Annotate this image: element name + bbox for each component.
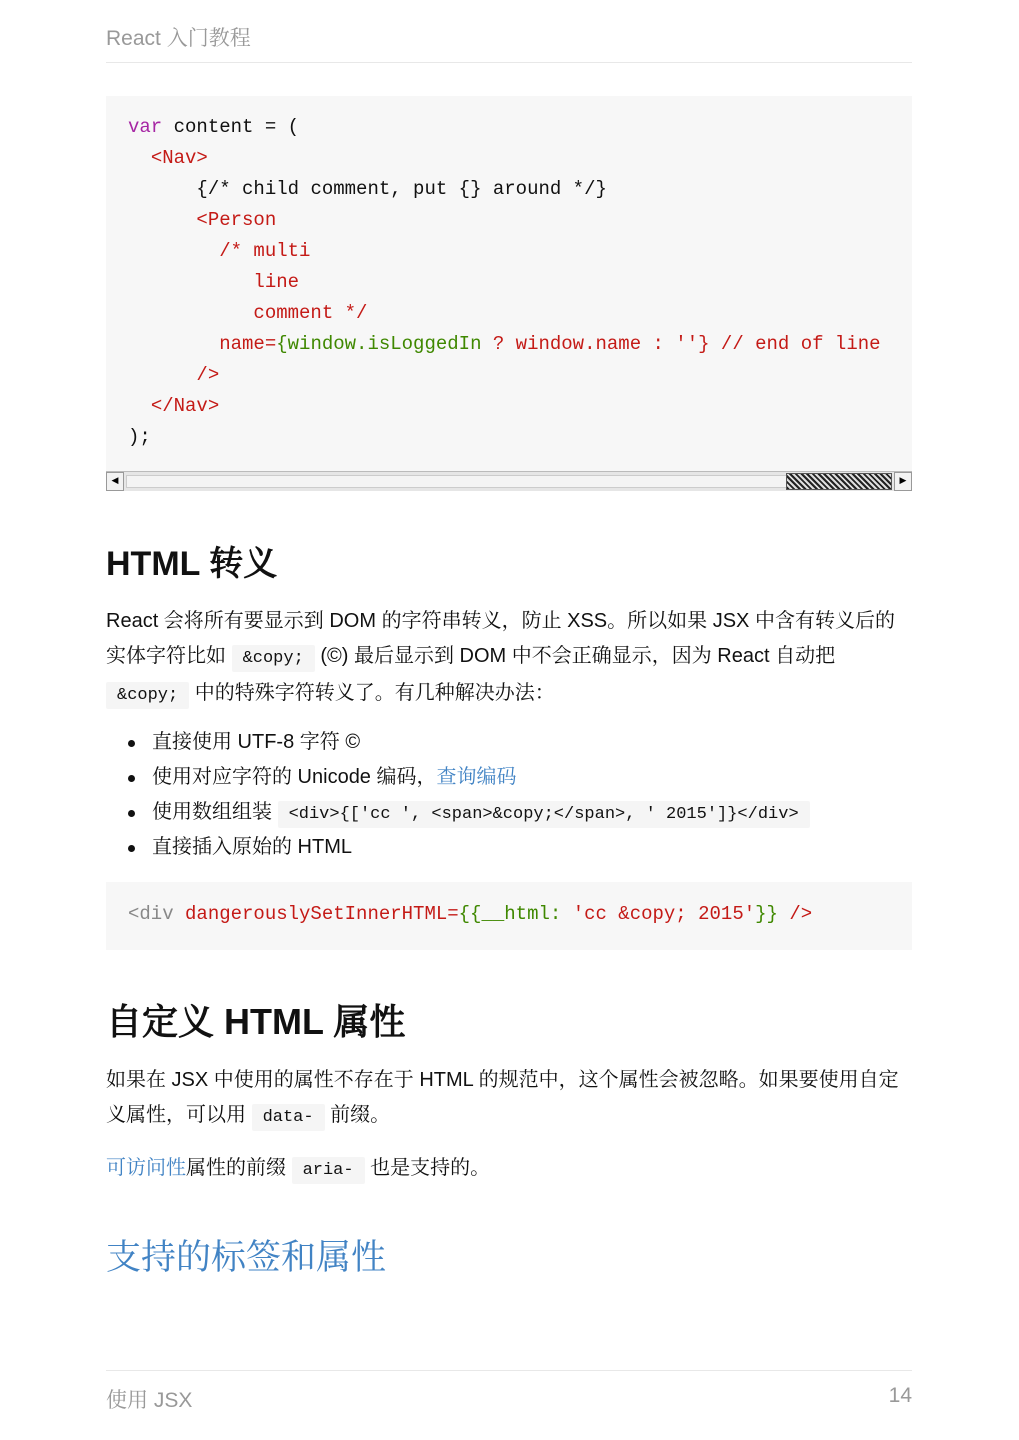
scrollbar-track[interactable] (126, 475, 892, 488)
code-lines (106, 96, 912, 453)
code-block-jsx-comments (106, 96, 912, 491)
page-number: 14 (888, 1384, 912, 1407)
code-line: var content = ( (128, 116, 300, 138)
code-line: ); (128, 426, 151, 448)
paragraph-aria: 可访问性属性的前缀 aria- 也是支持的。 (106, 1151, 912, 1189)
list-item: 使用对应字符的 Unicode 编码，查询编码 (106, 760, 912, 795)
inline-code: &copy; (106, 682, 189, 709)
page-footer (106, 1370, 912, 1414)
code-line: <div dangerouslySetInnerHTML={{__html: 'cc &copy; 2015'}} /> (128, 903, 813, 925)
code-line: name={window.isLoggedIn ? window.name : ''} // end of line (219, 333, 881, 355)
code-line: <Nav> (150, 147, 208, 169)
scroll-right-arrow-icon[interactable]: ▶ (894, 472, 912, 491)
code-line: /> (196, 364, 220, 386)
code-block-dangerous-html (106, 882, 912, 950)
link-accessibility[interactable]: 可访问性 (106, 1157, 186, 1179)
list-item: 直接插入原始的 HTML (106, 830, 912, 865)
list-item: 直接使用 UTF-8 字符 © (106, 725, 912, 760)
heading-supported-tags-link[interactable]: 支持的标签和属性 (106, 1238, 387, 1277)
solutions-list (106, 725, 912, 865)
heading-custom-attributes: 自定义 HTML 属性 (106, 1001, 406, 1042)
heading-html-escape: HTML 转义 (106, 545, 278, 583)
scroll-left-arrow-icon[interactable]: ◀ (106, 472, 124, 491)
book-title: React 入门教程 (106, 27, 251, 50)
inline-code: &copy; (232, 645, 315, 672)
link-lookup-encoding[interactable]: 查询编码 (436, 766, 517, 788)
inline-code: <div>{['cc ', <span>&copy;</span>, ' 2015']}</div> (278, 801, 810, 828)
code-line: line (253, 271, 300, 293)
code-line: </Nav> (150, 395, 220, 417)
code-line: <Person (196, 209, 277, 231)
chapter-name: 使用 JSX (106, 1389, 193, 1412)
paragraph-custom-attributes: 如果在 JSX 中使用的属性不存在于 HTML 的规范中，这个属性会被忽略。如果要使用自定义属性，可以用 data- 前缀。 (106, 1063, 912, 1135)
horizontal-scrollbar[interactable] (106, 471, 912, 491)
inline-code: aria- (292, 1157, 365, 1184)
scrollbar-thumb[interactable] (786, 473, 892, 490)
page-header (106, 22, 912, 63)
code-line: comment */ (253, 302, 368, 324)
paragraph-escape-intro: React 会将所有要显示到 DOM 的字符串转义，防止 XSS。所以如果 JSX 中含有转义后的实体字符比如 &copy; (©) 最后显示到 DOM 中不会正确显示，因为 React 自动把 &copy; 中的特殊字符转义了。有几种解决办法： (106, 604, 912, 714)
list-item: 使用数组组装 <div>{['cc ', <span>&copy;</span>, ' 2015']}</div> (106, 795, 912, 830)
code-line: {/* child comment, put {} around */} (196, 178, 607, 200)
inline-code: data- (252, 1104, 325, 1131)
code-line: /* multi (219, 240, 311, 262)
